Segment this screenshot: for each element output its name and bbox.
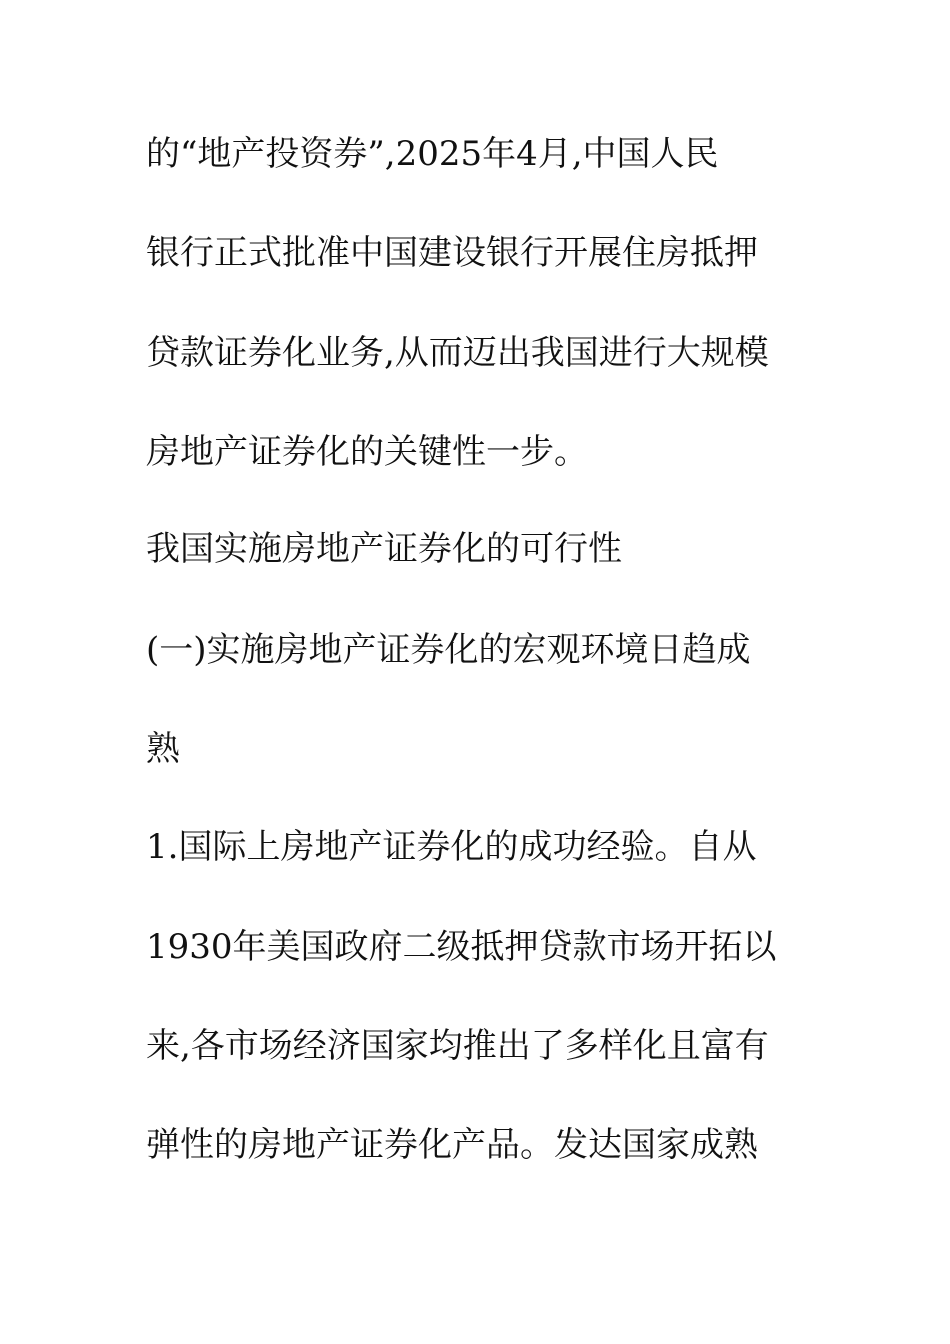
paragraph-line: 1930年美国政府二级抵押贷款市场开拓以 — [146, 927, 777, 967]
paragraph-line: 银行正式批准中国建设银行开展住房抵押 — [146, 233, 758, 273]
paragraph-line: 弹性的房地产证券化产品。发达国家成熟 — [146, 1125, 758, 1165]
subsection-heading-continued: 熟 — [146, 729, 180, 769]
paragraph-line: 来,各市场经济国家均推出了多样化且富有 — [146, 1026, 769, 1066]
paragraph-line: 1.国际上房地产证券化的成功经验。自从 — [146, 827, 757, 867]
section-heading: 我国实施房地产证券化的可行性 — [146, 529, 622, 569]
paragraph-line: 房地产证券化的关键性一步。 — [146, 432, 588, 472]
paragraph-line: 贷款证券化业务,从而迈出我国进行大规模 — [146, 333, 769, 373]
paragraph-line: 的“地产投资券”,2025年4月,中国人民 — [146, 134, 719, 174]
subsection-heading: (一)实施房地产证券化的宏观环境日趋成 — [146, 630, 751, 670]
